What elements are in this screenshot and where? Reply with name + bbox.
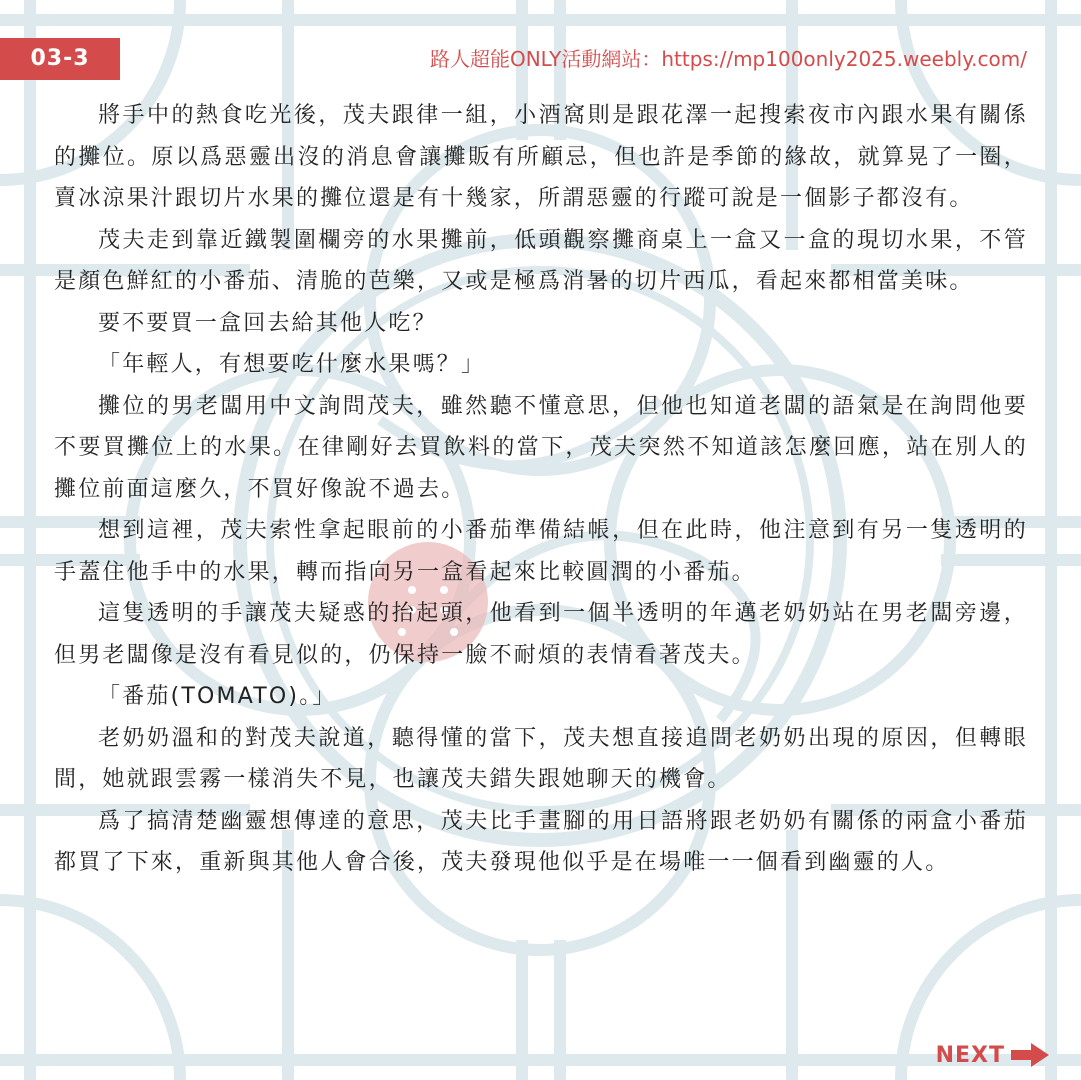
paragraph: 要不要買一盒回去給其他人吃？ — [98, 310, 437, 336]
page-number-badge: 03-3 — [0, 38, 120, 80]
right-arrow-icon — [1011, 1043, 1051, 1067]
paragraph: 爲了搞清楚幽靈想傳達的意思，茂夫比手畫腳的用日語將跟老奶奶有關係的兩盒小番茄都買了下來，重新與其他人會合後，茂夫發現他似乎是在場唯一一個看到幽靈的人。 — [54, 808, 1028, 875]
story-text — [54, 95, 1028, 884]
paragraph: 想到這裡，茂夫索性拿起眼前的小番茄準備結帳，但在此時，他注意到有另一隻透明的手蓋住他手中的水果，轉而指向另一盒看起來比較圓潤的小番茄。 — [54, 518, 1028, 585]
paragraph: 將手中的熱食吃光後，茂夫跟律一組，小酒窩則是跟花澤一起搜索夜市內跟水果有關係的攤位。原以爲惡靈出沒的消息會讓攤販有所顧忌，但也許是季節的緣故，就算晃了一圈，賣冰涼果汁跟切片水果的攤位還是有十幾家，所謂惡靈的行蹤可說是一個影子都沒有。 — [54, 103, 1028, 211]
paragraph: 茂夫走到靠近鐵製圍欄旁的水果攤前，低頭觀察攤商桌上一盒又一盒的現切水果，不管是顏色鮮紅的小番茄、清脆的芭樂，又或是極爲消暑的切片西瓜，看起來都相當美味。 — [54, 227, 1028, 294]
paragraph: 攤位的男老闆用中文詢問茂夫，雖然聽不懂意思，但他也知道老闆的語氣是在詢問他要不要買攤位上的水果。在律剛好去買飲料的當下，茂夫突然不知道該怎麼回應，站在別人的攤位前面這麼久，不買好像說不過去。 — [54, 393, 1028, 502]
paragraph: 這隻透明的手讓茂夫疑惑的抬起頭，他看到一個半透明的年邁老奶奶站在男老闆旁邊，但男老闆像是沒有看見似的，仍保持一臉不耐煩的表情看著茂夫。 — [54, 601, 1028, 668]
next-label: NEXT — [935, 1042, 1005, 1068]
next-button[interactable] — [936, 1038, 1051, 1072]
event-site-link[interactable]: 路人超能ONLY活動網站：https://mp100only2025.weebly.com/ — [429, 47, 1027, 71]
paragraph: 「番茄(TOMATO)。」 — [98, 684, 337, 709]
paragraph: 老奶奶溫和的對茂夫說道，聽得懂的當下，茂夫想直接追問老奶奶出現的原因，但轉眼間，她就跟雲霧一樣消失不見，也讓茂夫錯失跟她聊天的機會。 — [54, 725, 1028, 792]
paragraph: 「年輕人，有想要吃什麼水果嗎？」 — [98, 352, 486, 377]
